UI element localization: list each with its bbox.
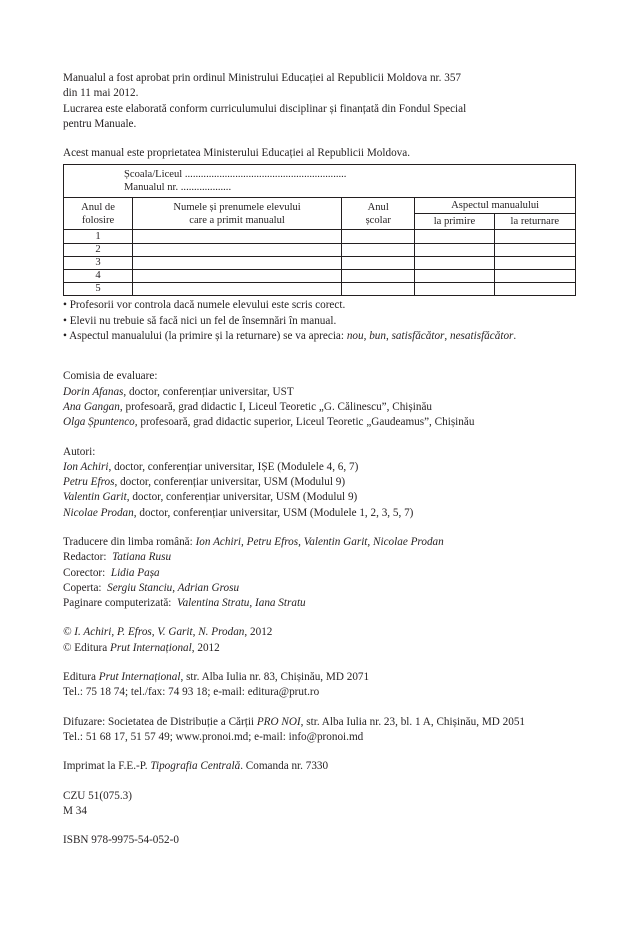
- copyright-symbol: ©: [63, 626, 75, 639]
- table-row: [64, 243, 576, 256]
- ownership-statement: Acest manual este proprietatea Ministerului Educației al Republicii Moldova.: [63, 147, 411, 160]
- table-row: [64, 270, 576, 283]
- commission-member: [63, 400, 583, 415]
- aspect-value: nou: [346, 330, 364, 343]
- empty-cell: [133, 256, 342, 269]
- col-aspect-receive: la primire: [415, 214, 494, 230]
- credit-line: [63, 535, 583, 550]
- row-number: 2: [64, 243, 133, 256]
- distribution-addr: , str. Alba Iulia nr. 23, bl. 1 A, Chișinău, MD 2051: [300, 715, 526, 728]
- publisher-prefix: Editura: [63, 671, 99, 684]
- distribution-block: [63, 715, 583, 746]
- printing-block: [63, 759, 583, 774]
- credit-label: Redactor:: [63, 551, 113, 564]
- row-number: 4: [64, 270, 133, 283]
- table-row: [64, 256, 576, 269]
- copyright-publisher-name: Prut Internațional: [110, 641, 192, 654]
- publisher-name: Prut Internațional: [98, 671, 181, 684]
- empty-cell: [133, 283, 342, 296]
- empty-cell: [342, 230, 415, 243]
- aspect-prefix: • Aspectul manualului (la primire și la returnare) se va aprecia:: [63, 330, 347, 343]
- author-name: Nicolae Prodan: [63, 506, 134, 519]
- empty-cell: [494, 283, 575, 296]
- author-name: Valentin Garit: [63, 491, 127, 504]
- copyright-prefix: © Editura: [63, 641, 111, 654]
- note-item-aspect: [63, 329, 583, 344]
- aspect-sep: ,: [385, 330, 392, 343]
- copyright-publisher: [63, 641, 583, 656]
- col-aspect-return: la returnare: [494, 214, 575, 230]
- imprint-page: [63, 71, 583, 848]
- credit-line: [63, 581, 583, 596]
- empty-cell: [494, 256, 575, 269]
- publisher-addr: , str. Alba Iulia nr. 83, Chișinău, MD 2071: [180, 671, 370, 684]
- member-desc: , profesoară, grad didactic I, Liceul Teoretic „G. Călinescu”, Chișinău: [119, 400, 433, 413]
- credit-value: Tatiana Rusu: [112, 551, 172, 564]
- col-name-line: care a primit manualul: [189, 214, 285, 226]
- empty-cell: [133, 230, 342, 243]
- table-row: [64, 230, 576, 243]
- empty-cell: [342, 243, 415, 256]
- empty-cell: [415, 243, 494, 256]
- author-name: Petru Efros: [63, 476, 115, 489]
- member-name: Olga Șpuntenco: [63, 416, 135, 429]
- manual-registry-table: [63, 164, 576, 296]
- registry-header-cell: [64, 165, 576, 198]
- row-number: 5: [64, 283, 133, 296]
- aspect-value: satisfăcător: [391, 330, 445, 343]
- manual-number-line: Manualul nr. ...................: [124, 182, 232, 194]
- member-desc: , doctor, conferențiar universitar, UST: [123, 385, 294, 398]
- approval-block: [63, 71, 583, 132]
- distribution-name: PRO NOI: [256, 715, 301, 728]
- empty-cell: [415, 283, 494, 296]
- commission-member: [63, 385, 583, 400]
- note-item: • Elevii nu trebuie să facă nici un fel de însemnări în manual.: [63, 314, 337, 327]
- row-number: 1: [64, 230, 133, 243]
- aspect-sep: ,: [444, 330, 450, 343]
- credit-label: Traducere din limba română:: [63, 535, 196, 548]
- czu-block: [63, 789, 583, 820]
- commission-member: [63, 415, 583, 430]
- isbn: ISBN 978-9975-54-052-0: [63, 834, 179, 847]
- aspect-sep: ,: [363, 330, 370, 343]
- empty-cell: [494, 230, 575, 243]
- col-year-line: Anul de: [81, 201, 115, 213]
- distribution-address: [63, 715, 583, 730]
- empty-cell: [342, 283, 415, 296]
- copyright-names: I. Achiri, P. Efros, V. Garit, N. Prodan: [74, 626, 245, 639]
- authors-heading: Autori:: [63, 445, 96, 458]
- col-year-of-use: [64, 198, 133, 230]
- credit-line: [63, 566, 583, 581]
- credit-label: Coperta:: [63, 581, 108, 594]
- empty-cell: [494, 270, 575, 283]
- author-desc: , doctor, conferențiar universitar, USM (Modulul 9): [126, 491, 358, 504]
- col-school-year-line: Anul: [367, 201, 389, 213]
- school-line: Școala/Liceul .............................................................: [124, 169, 347, 181]
- col-aspect: Aspectul manualului: [415, 198, 576, 214]
- author-entry: [63, 460, 583, 475]
- empty-cell: [133, 243, 342, 256]
- czu-code: CZU 51(075.3): [63, 789, 132, 802]
- author-entry: [63, 475, 583, 490]
- approval-line: Manualul a fost aprobat prin ordinul Ministrului Educației al Republicii Moldova nr. 357: [63, 72, 462, 84]
- distribution-prefix: Difuzare: Societatea de Distribuție a Cărții: [63, 715, 257, 728]
- member-name: Ana Gangan: [63, 400, 120, 413]
- member-name: Dorin Afanas: [63, 385, 124, 398]
- czu-code: M 34: [63, 804, 87, 817]
- distribution-contact: Tel.: 51 68 17, 51 57 49; www.pronoi.md; e-mail: info@pronoi.md: [63, 730, 364, 743]
- col-school-year: [342, 198, 415, 230]
- author-entry: [63, 490, 583, 505]
- empty-cell: [133, 270, 342, 283]
- usage-notes: [63, 298, 583, 344]
- credit-value: Ion Achiri, Petru Efros, Valentin Garit, Nicolae Prodan: [195, 535, 444, 548]
- empty-cell: [342, 256, 415, 269]
- credit-label: Paginare computerizată:: [63, 597, 177, 610]
- credit-label: Corector:: [63, 566, 111, 579]
- commission-heading: Comisia de evaluare:: [63, 370, 158, 383]
- col-student-name: [133, 198, 342, 230]
- printing-order: . Comanda nr. 7330: [240, 760, 329, 773]
- printing-prefix: Imprimat la F.E.-P.: [63, 760, 151, 773]
- credit-value: Valentina Stratu, Iana Stratu: [177, 597, 306, 610]
- aspect-value: nesatisfăcător: [450, 330, 514, 343]
- approval-line: Lucrarea este elaborată conform curriculumului disciplinar și finanțată din Fondul Special: [63, 102, 467, 115]
- credit-line: [63, 596, 583, 611]
- approval-line: din 11 mai 2012.: [63, 87, 139, 100]
- evaluation-commission: [63, 369, 583, 430]
- empty-cell: [415, 256, 494, 269]
- empty-cell: [494, 243, 575, 256]
- table-row: [64, 283, 576, 296]
- publisher-contact: Tel.: 75 18 74; tel./fax: 74 93 18; e-mail: editura@prut.ro: [63, 686, 320, 699]
- col-year-line: folosire: [81, 214, 115, 226]
- publisher-block: [63, 670, 583, 701]
- copyright-year: , 2012: [244, 626, 273, 639]
- credit-line: [63, 550, 583, 565]
- author-desc: , doctor, conferențiar universitar, USM (Modulele 1, 2, 3, 5, 7): [133, 506, 414, 519]
- col-school-year-line: școlar: [365, 214, 391, 226]
- credits-block: [63, 535, 583, 611]
- author-desc: , doctor, conferențiar universitar, IȘE (Modulele 4, 6, 7): [108, 460, 359, 473]
- row-number: 3: [64, 256, 133, 269]
- empty-cell: [342, 270, 415, 283]
- author-desc: , doctor, conferențiar universitar, USM (Modulul 9): [114, 476, 346, 489]
- publisher-address: [63, 670, 583, 685]
- empty-cell: [415, 270, 494, 283]
- author-name: Ion Achiri: [63, 460, 109, 473]
- credit-value: Lidia Pașa: [110, 566, 160, 579]
- aspect-end: .: [513, 330, 517, 343]
- member-desc: , profesoară, grad didactic superior, Liceul Teoretic „Gaudeamus”, Chișinău: [134, 416, 475, 429]
- copyright-authors: [63, 625, 583, 640]
- credit-value: Sergiu Stanciu, Adrian Grosu: [107, 581, 240, 594]
- copyright-block: [63, 625, 583, 656]
- printing-line: [63, 759, 583, 774]
- col-name-line: Numele și prenumele elevului: [173, 201, 301, 213]
- note-item: • Profesorii vor controla dacă numele elevului este scris corect.: [63, 299, 346, 312]
- printing-house: Tipografia Centrală: [150, 760, 241, 773]
- aspect-value: bun: [369, 330, 386, 343]
- authors-block: [63, 445, 583, 521]
- approval-line: pentru Manuale.: [63, 117, 137, 130]
- author-entry: [63, 506, 583, 521]
- copyright-year: , 2012: [191, 641, 220, 654]
- empty-cell: [415, 230, 494, 243]
